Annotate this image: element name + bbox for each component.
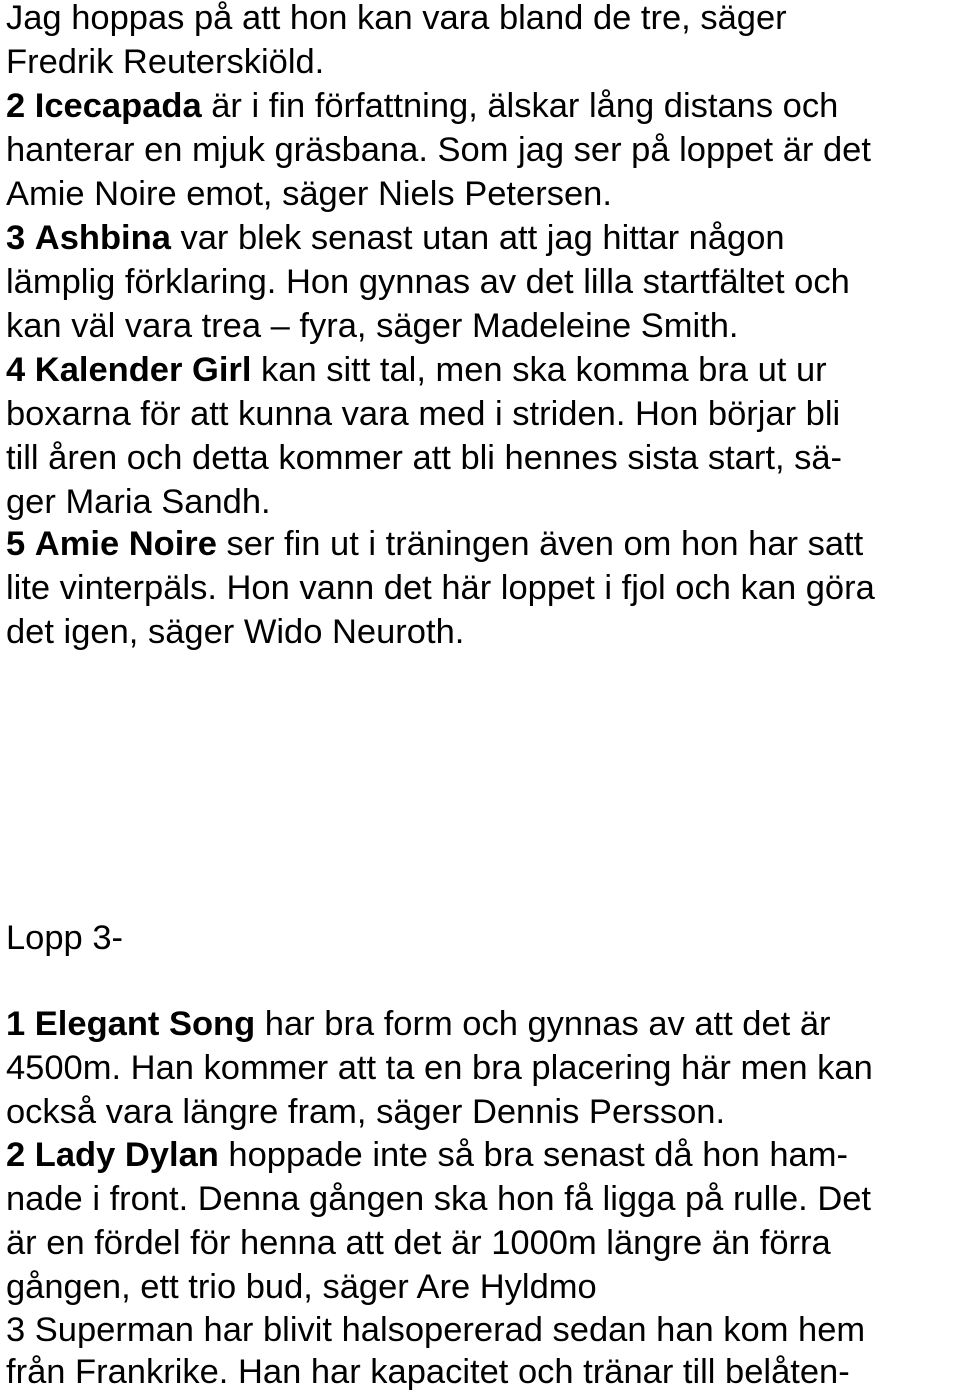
- horse-name: Lady Dylan: [34, 1136, 219, 1174]
- entry-text: kan sitt tal, men ska komma bra ut ur: [251, 351, 827, 389]
- text-line: 4500m. Han kommer att ta en bra placering här men kan: [6, 1049, 873, 1087]
- text-line: nade i front. Denna gången ska hon få ligga på rulle. Det: [6, 1180, 872, 1218]
- horse-entry-2-lead: [6, 84, 960, 128]
- horse-entry-3b-lead: 3 Superman har blivit halsopererad sedan han kom hem: [6, 1311, 866, 1349]
- text-line: hanterar en mjuk gräsbana. Som jag ser på loppet är det: [6, 131, 871, 169]
- horse-entry-3-lead: [6, 216, 960, 260]
- section-heading: Lopp 3-: [6, 919, 124, 957]
- text-line: lite vinterpäls. Hon vann det här loppet i fjol och kan göra: [6, 569, 875, 607]
- horse-entry-5-lead: [6, 522, 960, 566]
- horse-number: 5: [6, 525, 26, 563]
- text-line: boxarna för att kunna vara med i striden. Hon börjar bli: [6, 395, 841, 433]
- horse-entry-4-lead: [6, 348, 960, 392]
- horse-number: 3: [6, 219, 26, 257]
- entry-text: hoppade inte så bra senast då hon ham-: [218, 1136, 848, 1174]
- text-line: från Frankrike. Han har kapacitet och tränar till belåten-: [6, 1353, 850, 1391]
- horse-number: 1: [6, 1005, 26, 1043]
- text-line: till åren och detta kommer att bli hennes sista start, sä-: [6, 439, 843, 477]
- horse-number: 4: [6, 351, 26, 389]
- text-line: gången, ett trio bud, säger Are Hyldmo: [6, 1268, 597, 1306]
- horse-name: Elegant Song: [34, 1005, 256, 1043]
- horse-entry-1-lead: [6, 1002, 960, 1046]
- text-line: ger Maria Sandh.: [6, 483, 271, 521]
- horse-name: Kalender Girl: [34, 351, 252, 389]
- text-line: också vara längre fram, säger Dennis Persson.: [6, 1093, 726, 1131]
- horse-name: Ashbina: [34, 219, 171, 257]
- horse-name: Amie Noire: [34, 525, 217, 563]
- text-line: kan väl vara trea – fyra, säger Madeleine Smith.: [6, 307, 739, 345]
- text-line: är en fördel för henna att det är 1000m längre än förra: [6, 1224, 831, 1262]
- entry-text: ser fin ut i träningen även om hon har satt: [216, 525, 864, 563]
- entry-text: har bra form och gynnas av att det är: [255, 1005, 831, 1043]
- text-line: det igen, säger Wido Neuroth.: [6, 613, 465, 651]
- horse-number: 2: [6, 87, 26, 125]
- horse-entry-2b-lead: [6, 1133, 960, 1177]
- entry-text: är i fin författning, älskar lång distans och: [201, 87, 839, 125]
- text-line: lämplig förklaring. Hon gynnas av det lilla startfältet och: [6, 263, 850, 301]
- text-line: Jag hoppas på att hon kan vara bland de tre, säger: [6, 0, 787, 37]
- horse-number: 2: [6, 1136, 26, 1174]
- text-line: Fredrik Reuterskiöld.: [6, 43, 325, 81]
- horse-name: Icecapada: [34, 87, 202, 125]
- entry-text: var blek senast utan att jag hittar någon: [170, 219, 785, 257]
- text-line: Amie Noire emot, säger Niels Petersen.: [6, 175, 612, 213]
